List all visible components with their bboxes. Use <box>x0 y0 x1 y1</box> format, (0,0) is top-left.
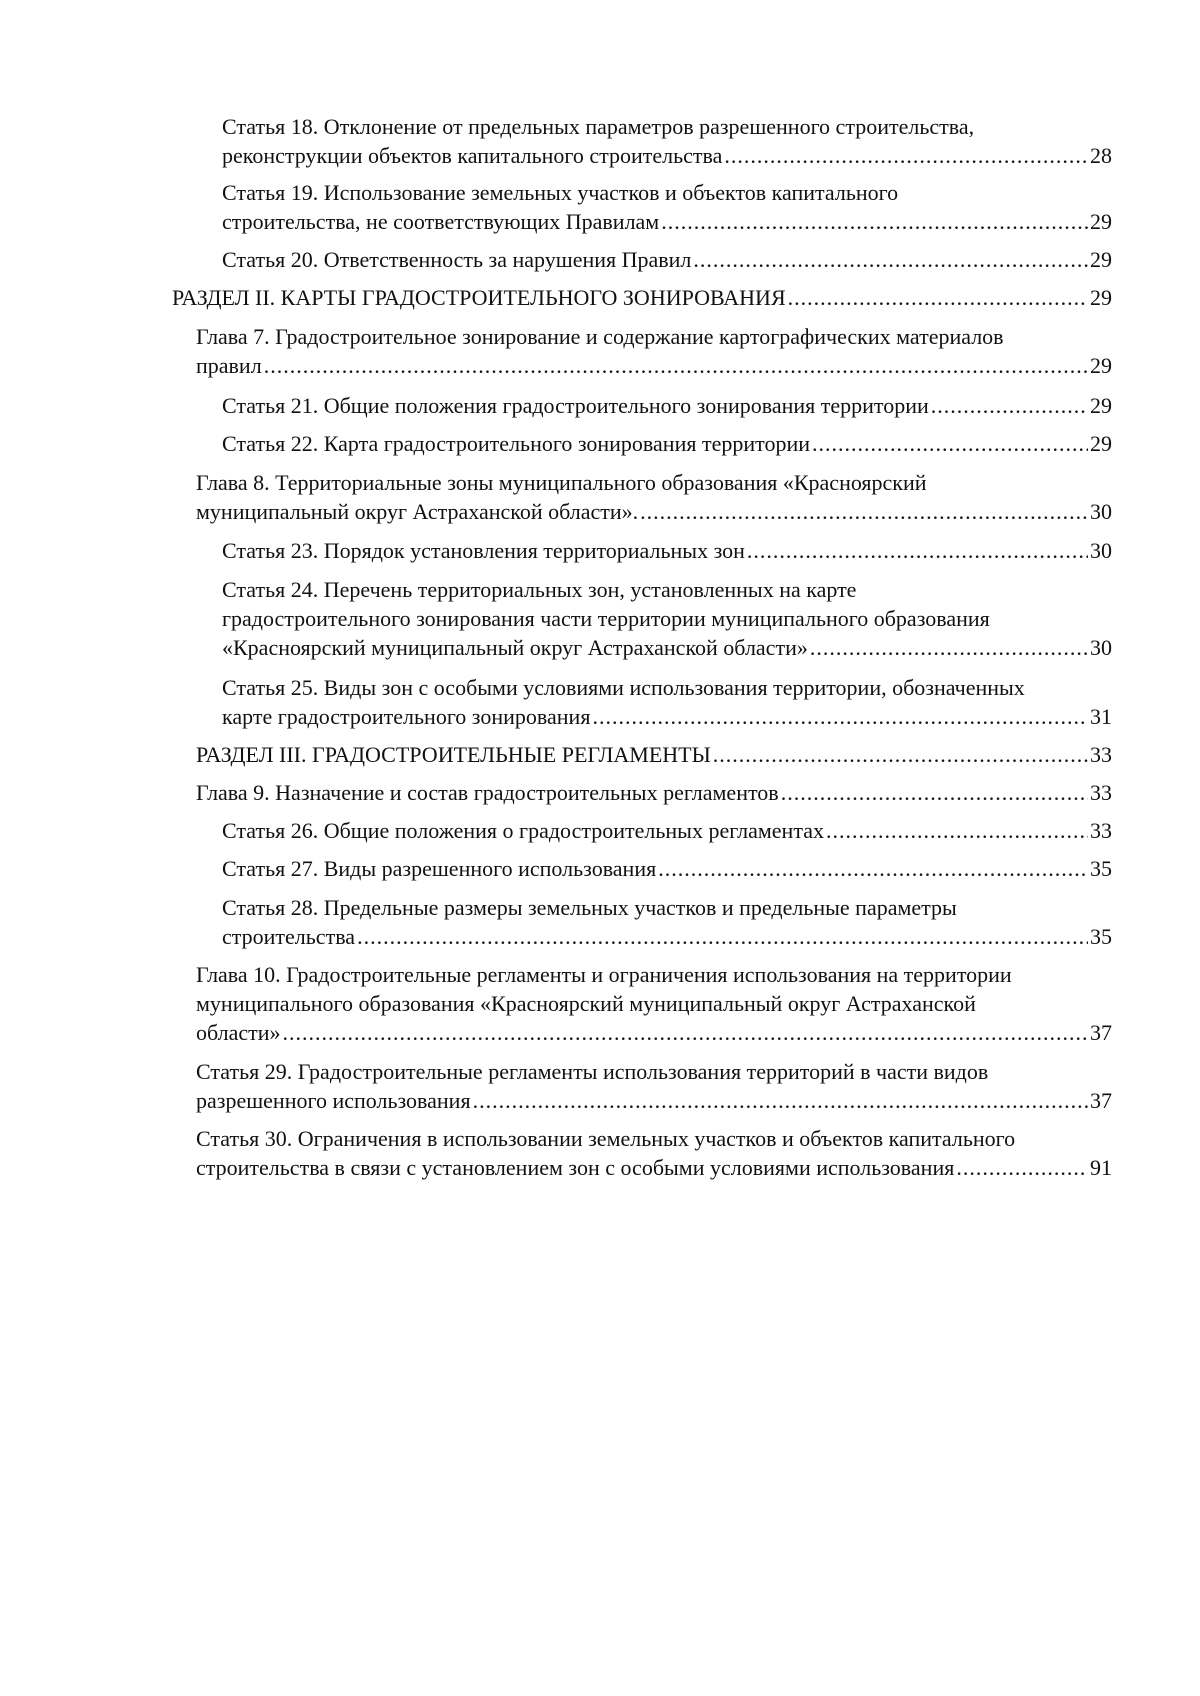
toc-entry-text: правил <box>196 353 262 378</box>
toc-entry-text: Статья 22. Карта градостроительного зонирования территории <box>222 431 810 456</box>
toc-entry-text: Статья 26. Общие положения о градостроительных регламентах <box>222 818 824 843</box>
toc-entry-text: Глава 9. Назначение и состав градостроительных регламентов <box>196 780 779 805</box>
toc-page-number: 35 <box>1090 856 1112 881</box>
toc-page-number: 29 <box>1090 285 1112 310</box>
toc-entry[interactable] <box>222 854 1112 883</box>
toc-leader-dots <box>724 141 1088 170</box>
toc-entry-text: Статья 27. Виды разрешенного использования <box>222 856 657 881</box>
toc-leader-dots <box>956 1153 1088 1182</box>
toc-leader-dots <box>264 351 1088 380</box>
toc-page-number: 37 <box>1090 1088 1112 1113</box>
toc-entry-text: строительства, не соответствующих Правилам <box>222 209 660 234</box>
toc-page-number: 29 <box>1090 431 1112 456</box>
toc-entry-text: РАЗДЕЛ III. ГРАДОСТРОИТЕЛЬНЫЕ РЕГЛАМЕНТЫ <box>196 742 711 767</box>
toc-entry[interactable] <box>222 429 1112 458</box>
toc-entry[interactable] <box>196 1057 1112 1115</box>
toc-entry-text: реконструкции объектов капитального строительства <box>222 143 723 168</box>
toc-leader-dots <box>788 283 1088 312</box>
toc-entry-text: карте градостроительного зонирования <box>222 704 591 729</box>
toc-entry-text: области» <box>196 1020 281 1045</box>
toc-entry-text: Статья 25. Виды зон с особыми условиями использования территории, обозначенных <box>222 675 1025 700</box>
toc-entry-text: Статья 24. Перечень территориальных зон, установленных на карте <box>222 577 857 602</box>
toc-entry[interactable] <box>222 816 1112 845</box>
toc-entry-chapter[interactable] <box>196 322 1112 380</box>
toc-page-number: 33 <box>1090 818 1112 843</box>
toc-entry-text: муниципального образования «Красноярский муниципальный округ Астраханской <box>196 991 976 1016</box>
toc-leader-dots <box>812 429 1088 458</box>
toc-page-number: 29 <box>1090 353 1112 378</box>
toc-entry-text: Глава 10. Градостроительные регламенты и ограничения использования на территории <box>196 962 1012 987</box>
toc-leader-dots <box>640 497 1088 526</box>
toc-entry-text: разрешенного использования <box>196 1088 471 1113</box>
toc-entry-text: Статья 21. Общие положения градостроительного зонирования территории <box>222 393 929 418</box>
toc-entry[interactable] <box>222 893 1112 951</box>
toc-page-number: 30 <box>1090 635 1112 660</box>
toc-leader-dots <box>781 778 1088 807</box>
toc-leader-dots <box>283 1018 1088 1047</box>
toc-entry[interactable] <box>222 575 1112 662</box>
toc-leader-dots <box>658 854 1088 883</box>
toc-entry[interactable] <box>222 673 1112 731</box>
toc-entry-section[interactable] <box>172 283 1112 312</box>
toc-page-number: 91 <box>1090 1155 1112 1180</box>
toc-entry[interactable] <box>196 1124 1112 1182</box>
toc-entry-chapter[interactable] <box>196 778 1112 807</box>
toc-leader-dots <box>810 633 1088 662</box>
toc-entry-text: муниципальный округ Астраханской области». <box>196 499 639 524</box>
toc-entry-text: Статья 29. Градостроительные регламенты использования территорий в части видов <box>196 1059 989 1084</box>
toc-entry-text: Статья 30. Ограничения в использовании земельных участков и объектов капитального <box>196 1126 1016 1151</box>
toc-leader-dots <box>931 391 1088 420</box>
toc-entry-chapter[interactable] <box>196 960 1112 1047</box>
toc-entry-text: строительства <box>222 924 356 949</box>
toc-page-number: 31 <box>1090 704 1112 729</box>
toc-page-number: 29 <box>1090 209 1112 234</box>
toc-entry-text: Глава 8. Территориальные зоны муниципального образования «Красноярский <box>196 470 927 495</box>
toc-page-number: 33 <box>1090 780 1112 805</box>
toc-page-number: 30 <box>1090 538 1112 563</box>
toc-page-number: 29 <box>1090 393 1112 418</box>
toc-entry-text: Статья 28. Предельные размеры земельных участков и предельные параметры <box>222 895 957 920</box>
toc-entry-text: Статья 18. Отклонение от предельных параметров разрешенного строительства, <box>222 114 975 139</box>
toc-leader-dots <box>592 702 1088 731</box>
toc-page-number: 30 <box>1090 499 1112 524</box>
toc-entry-section[interactable] <box>196 740 1112 769</box>
toc-page-number: 28 <box>1090 143 1112 168</box>
toc-entry-text: Статья 20. Ответственность за нарушения Правил <box>222 247 692 272</box>
toc-entry-text: «Красноярский муниципальный округ Астраханской области» <box>222 635 808 660</box>
toc-leader-dots <box>661 207 1088 236</box>
toc-entry[interactable] <box>222 178 1112 236</box>
toc-entry[interactable] <box>222 536 1112 565</box>
toc-entry-text: Глава 7. Градостроительное зонирование и содержание картографических материалов <box>196 324 1004 349</box>
toc-page-number: 33 <box>1090 742 1112 767</box>
toc-entry-text: градостроительного зонирования части территории муниципального образования <box>222 606 990 631</box>
toc-leader-dots <box>747 536 1088 565</box>
toc-leader-dots <box>713 740 1088 769</box>
toc-leader-dots <box>473 1086 1088 1115</box>
toc-page-number: 29 <box>1090 247 1112 272</box>
toc-leader-dots <box>693 245 1088 274</box>
toc-entry-text: Статья 19. Использование земельных участков и объектов капитального <box>222 180 899 205</box>
toc-entry-text: Статья 23. Порядок установления территориальных зон <box>222 538 745 563</box>
toc-leader-dots <box>357 922 1088 951</box>
toc-leader-dots <box>826 816 1088 845</box>
toc-entry[interactable] <box>222 391 1112 420</box>
toc-entry-chapter[interactable] <box>196 468 1112 526</box>
toc-entry-text: РАЗДЕЛ II. КАРТЫ ГРАДОСТРОИТЕЛЬНОГО ЗОНИРОВАНИЯ <box>172 285 786 310</box>
toc-entry[interactable] <box>222 112 1112 170</box>
toc-entry[interactable] <box>222 245 1112 274</box>
toc-entry-text: строительства в связи с установлением зон с особыми условиями использования <box>196 1155 955 1180</box>
toc-page-number: 35 <box>1090 924 1112 949</box>
toc-page-number: 37 <box>1090 1020 1112 1045</box>
